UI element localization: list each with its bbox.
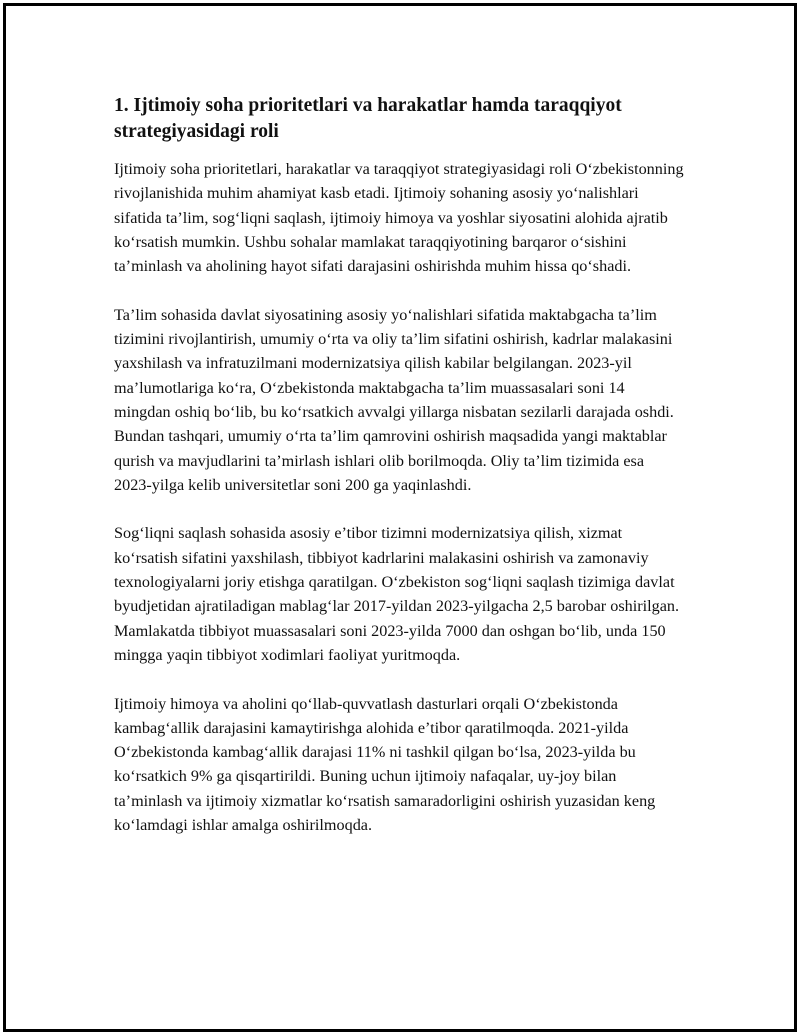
paragraph-intro: Ijtimoiy soha prioritetlari, harakatlar va taraqqiyot strategiyasidagi roli O‘zbekistonning rivojlanishida muhim ahamiyat kasb etadi. Ijtimoiy sohaning asosiy yo‘nalishlari sifatida ta’lim, sog‘liqni saqlash, ijtimoiy himoya va yoshlar siyosatini alohida ajratib ko‘rsatish mumkin. Ushbu sohalar mamlakat taraqqiyotining barqaror o‘sishini ta’minlash va aholining hayot sifati darajasini oshirishda muhim hissa qo‘shadi. — [114, 160, 684, 276]
paragraph-social-protection: Ijtimoiy himoya va aholini qo‘llab-quvvatlash dasturlari orqali O‘zbekistonda kambag‘allik darajasini kamaytirishga alohida e’tibor qaratilmoqda. 2021-yilda O‘zbekistonda kambag‘allik darajasi 11% ni tashkil qilgan bo‘lsa, 2023-yilda bu ko‘rsatkich 9% ga qisqartirildi. Buning uchun ijtimoiy nafaqalar, uy-joy bilan ta’minlash va ijtimoiy xizmatlar ko‘rsatish samaradorligini oshirish yuzasidan keng ko‘lamdagi ishlar amalga oshirilmoqda. — [114, 694, 656, 835]
document-body — [114, 93, 684, 862]
section-heading: 1. Ijtimoiy soha prioritetlari va harakatlar hamda taraqqiyot strategiyasidagi roli — [114, 95, 622, 142]
paragraph-education: Ta’lim sohasida davlat siyosatining asosiy yo‘nalishlari sifatida maktabgacha ta’lim tizimini rivojlantirish, umumiy o‘rta va oliy ta’lim sifatini oshirish, kadrlar malakasini yaxshilash va infratuzilmani modernizatsiya qilish kabilar belgilangan. 2023-yil ma’lumotlariga ko‘ra, O‘zbekistonda maktabgacha ta’lim muassasalari soni 14 mingdan oshiq bo‘lib, bu ko‘rsatkich avvalgi yillarga nisbatan sezilarli darajada oshdi. Bundan tashqari, umumiy o‘rta ta’lim qamrovini oshirish maqsadida yangi maktablar qurish va mavjudlarini ta’mirlash ishlari olib borilmoqda. Oliy ta’lim tizimida esa 2023-yilga kelib universitetlar soni 200 ga yaqinlashdi. — [114, 305, 674, 494]
paragraph-healthcare: Sog‘liqni saqlash sohasida asosiy e’tibor tizimni modernizatsiya qilish, xizmat ko‘rsatish sifatini yaxshilash, tibbiyot kadrlarini malakasini oshirish va zamonaviy texnologiyalarni joriy etishga qaratilgan. O‘zbekiston sog‘liqni saqlash tizimiga davlat byudjetidan ajratiladigan mablag‘lar 2017-yildan 2023-yilgacha 2,5 barobar oshirilgan. Mamlakatda tibbiyot muassasalari soni 2023-yilda 7000 dan oshgan bo‘lib, unda 150 mingga yaqin tibbiyot xodimlari faoliyat yuritmoqda. — [114, 524, 680, 664]
